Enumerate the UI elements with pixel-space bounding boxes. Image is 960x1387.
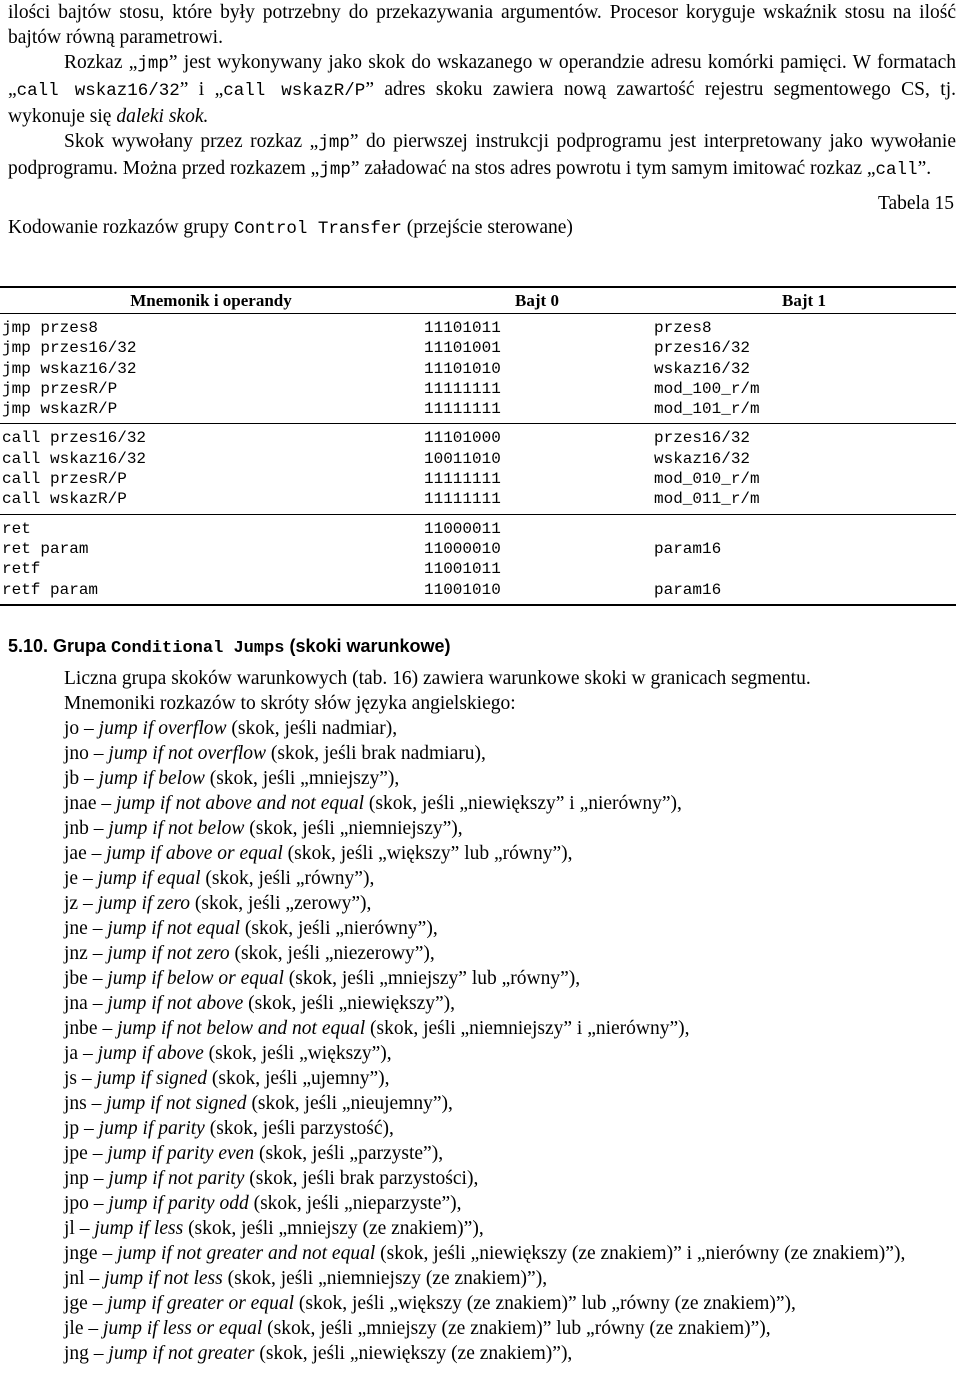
code-jmp: jmp xyxy=(318,133,350,153)
mnemonic: jnge – xyxy=(64,1243,118,1264)
list-intro-1: Liczna grupa skoków warunkowych (tab. 16) zawiera warunkowe skoki w granicach segmentu. xyxy=(64,668,811,689)
mnemonic: jpe – xyxy=(64,1143,108,1164)
polish-description: (skok, jeśli „niezerowy”), xyxy=(229,943,435,964)
mnemonic: js – xyxy=(64,1068,97,1089)
list-item xyxy=(8,716,956,741)
intro-paragraph-1: ilości bajtów stosu, które były potrzebny do przekazywania argumentów. Procesor koryguje wskaźnik stosu na ilość bajtów równą parametrowi. xyxy=(8,2,956,48)
mnemonic: jl – xyxy=(64,1218,95,1239)
mnemonic: jnbe – xyxy=(64,1018,118,1039)
text-run: Skok wywołany przez rozkaz „ xyxy=(64,131,319,152)
intro-paragraph-2 xyxy=(8,50,956,129)
text-run: Rozkaz „ xyxy=(64,52,138,73)
polish-description: (skok, jeśli „równy”), xyxy=(200,868,375,889)
list-item xyxy=(8,1016,956,1041)
intro-paragraph-3 xyxy=(8,129,956,183)
polish-description: (skok, jeśli „nieujemny”), xyxy=(246,1093,453,1114)
text-run: Kodowanie rozkazów grupy xyxy=(8,217,234,238)
english-expansion: jump if less xyxy=(94,1218,184,1239)
polish-description: (skok, jeśli „niemniejszy”), xyxy=(244,818,463,839)
english-expansion: jump if zero xyxy=(97,893,191,914)
cell-byte1: param16 param16 xyxy=(654,539,722,599)
table-title xyxy=(8,215,573,242)
english-expansion: jump if below xyxy=(98,768,205,789)
english-expansion: jump if not parity xyxy=(108,1168,245,1189)
english-expansion: jump if not less xyxy=(104,1268,223,1289)
list-item xyxy=(8,766,956,791)
mnemonic: jna – xyxy=(64,993,108,1014)
list-item xyxy=(8,1166,956,1191)
polish-description: (skok, jeśli „niewiększy” i „nierówny”), xyxy=(364,793,682,814)
polish-description: (skok, jeśli parzystość), xyxy=(204,1118,394,1139)
polish-description: (skok, jeśli „mniejszy (ze znakiem)” lub „równy (ze znakiem)”), xyxy=(262,1318,771,1339)
list-item xyxy=(8,891,956,916)
code-conditional-jumps: Conditional Jumps xyxy=(111,639,285,658)
table-row-jmp xyxy=(0,314,956,424)
list-item xyxy=(8,1091,956,1116)
cell-mnemonics: ret ret param retf retf param xyxy=(2,519,99,599)
english-expansion: jump if above or equal xyxy=(106,843,283,864)
code-control-transfer: Control Transfer xyxy=(233,219,402,239)
list-item xyxy=(8,1041,956,1066)
mnemonic: jnl – xyxy=(64,1268,105,1289)
list-item xyxy=(8,866,956,891)
polish-description: (skok, jeśli „niewiększy (ze znakiem)”), xyxy=(254,1343,573,1364)
english-expansion: jump if not above xyxy=(107,993,244,1014)
list-item xyxy=(8,1291,956,1316)
conditional-jumps-list xyxy=(8,666,956,1366)
text-run: (przejście sterowane) xyxy=(401,217,573,238)
cell-mnemonics: jmp przes8 jmp przes16/32 jmp wskaz16/32 jmp przesR/P jmp wskazR/P xyxy=(0,314,422,424)
mnemonic: jle – xyxy=(64,1318,103,1339)
mnemonic: jnz – xyxy=(64,943,108,964)
list-item xyxy=(8,966,956,991)
english-expansion: jump if parity odd xyxy=(108,1193,249,1214)
polish-description: (skok, jeśli „mniejszy”), xyxy=(204,768,400,789)
polish-description: (skok, jeśli „niewiększy”), xyxy=(243,993,456,1014)
cell-byte0: 11101011 11101001 11101010 11111111 11111111 xyxy=(422,314,652,424)
polish-description: (skok, jeśli „zerowy”), xyxy=(190,893,372,914)
english-expansion: jump if not greater xyxy=(108,1343,255,1364)
cell-byte0: 11000011 11000010 11001011 11001010 xyxy=(424,519,501,599)
table-row-ret xyxy=(0,514,956,605)
text-run: ”. xyxy=(917,158,932,179)
list-item xyxy=(8,991,956,1016)
polish-description: (skok, jeśli „mniejszy (ze znakiem)”), xyxy=(183,1218,484,1239)
polish-description: (skok, jeśli „większy”), xyxy=(203,1043,392,1064)
polish-description: (skok, jeśli brak nadmiaru), xyxy=(266,743,486,764)
mnemonic: ja – xyxy=(64,1043,98,1064)
table-caption xyxy=(8,185,956,245)
code-jmp: jmp xyxy=(137,54,169,74)
polish-description: (skok, jeśli „większy” lub „równy”), xyxy=(282,843,573,864)
mnemonic: jae – xyxy=(64,843,107,864)
mnemonic-items xyxy=(8,716,956,1366)
mnemonic: jo – xyxy=(64,718,99,739)
list-item xyxy=(8,841,956,866)
header-mnemonic: Mnemonik i operandy xyxy=(0,287,422,314)
code-call-wskaz: call wskaz16/32 xyxy=(16,81,180,101)
text-run: ” i „ xyxy=(179,79,224,100)
mnemonic: jbe – xyxy=(64,968,108,989)
english-expansion: jump if signed xyxy=(96,1068,208,1089)
mnemonic: jns – xyxy=(64,1093,107,1114)
list-item xyxy=(8,1141,956,1166)
mnemonic: jnp – xyxy=(64,1168,109,1189)
list-item xyxy=(8,1216,956,1241)
english-expansion: jump if not above and not equal xyxy=(115,793,365,814)
list-item xyxy=(8,941,956,966)
code-call-wskazrp: call wskazR/P xyxy=(223,81,366,101)
polish-description: (skok, jeśli „ujemny”), xyxy=(207,1068,390,1089)
list-item xyxy=(8,791,956,816)
mnemonic: jng – xyxy=(64,1343,109,1364)
list-item xyxy=(8,916,956,941)
english-expansion: jump if not greater and not equal xyxy=(117,1243,376,1264)
mnemonic: jp – xyxy=(64,1118,99,1139)
english-expansion: jump if not signed xyxy=(106,1093,247,1114)
mnemonic: jno – xyxy=(64,743,109,764)
polish-description: (skok, jeśli „niemniejszy (ze znakiem)”), xyxy=(222,1268,548,1289)
english-expansion: jump if parity even xyxy=(107,1143,255,1164)
cell-byte0: 11101000 10011010 11111111 11111111 xyxy=(422,424,652,514)
list-intro-2: Mnemoniki rozkazów to skróty słów języka angielskiego: xyxy=(64,693,516,714)
list-item xyxy=(8,1066,956,1091)
english-expansion: jump if overflow xyxy=(98,718,227,739)
polish-description: (skok, jeśli brak parzystości), xyxy=(244,1168,479,1189)
mnemonic: jne – xyxy=(64,918,108,939)
list-item xyxy=(8,1191,956,1216)
mnemonic: jge – xyxy=(64,1293,108,1314)
english-expansion: jump if not equal xyxy=(107,918,241,939)
list-item xyxy=(8,1116,956,1141)
polish-description: (skok, jeśli nadmiar), xyxy=(226,718,398,739)
text-run: ” do pierwszej instrukcji podprogramu jest interpretowany jako wywołanie podprogramu. Można przed rozkazem „ xyxy=(8,131,957,179)
mnemonic: jnb – xyxy=(64,818,109,839)
list-item xyxy=(8,1316,956,1341)
list-item xyxy=(8,1341,956,1366)
polish-description: (skok, jeśli „parzyste”), xyxy=(254,1143,444,1164)
english-expansion: jump if not below xyxy=(108,818,245,839)
polish-description: (skok, jeśli „niemniejszy” i „nierówny”), xyxy=(365,1018,690,1039)
english-expansion: jump if below or equal xyxy=(107,968,284,989)
mnemonic: je – xyxy=(64,868,98,889)
polish-description: (skok, jeśli „większy (ze znakiem)” lub „równy (ze znakiem)”), xyxy=(294,1293,796,1314)
emphasis-daleki-skok: daleki skok. xyxy=(116,106,209,127)
list-item xyxy=(8,741,956,766)
header-byte0: Bajt 0 xyxy=(422,287,652,314)
text-run: ” załadować na stos adres powrotu i tym samym imitować rozkaz „ xyxy=(350,158,876,179)
cell-mnemonics: call przes16/32 call wskaz16/32 call przesR/P call wskazR/P xyxy=(0,424,422,514)
english-expansion: jump if not below and not equal xyxy=(117,1018,366,1039)
english-expansion: jump if equal xyxy=(97,868,201,889)
english-expansion: jump if not overflow xyxy=(108,743,267,764)
code-call: call xyxy=(875,160,918,180)
english-expansion: jump if not zero xyxy=(107,943,230,964)
section-number: 5.10. Grupa xyxy=(8,636,112,656)
english-expansion: jump if parity xyxy=(98,1118,205,1139)
english-expansion: jump if less or equal xyxy=(103,1318,263,1339)
mnemonic: jpo – xyxy=(64,1193,109,1214)
mnemonic: jnae – xyxy=(64,793,116,814)
english-expansion: jump if above xyxy=(97,1043,204,1064)
header-byte1: Bajt 1 xyxy=(652,287,956,314)
table-row-call xyxy=(0,424,956,514)
cell-byte1: przes16/32 wskaz16/32 mod_010_r/m mod_011_r/m xyxy=(652,424,956,514)
list-item xyxy=(8,1266,956,1291)
table-header-row xyxy=(0,287,956,314)
polish-description: (skok, jeśli „mniejszy” lub „równy”), xyxy=(283,968,581,989)
mnemonic: jb – xyxy=(64,768,99,789)
polish-description: (skok, jeśli „nieparzyste”), xyxy=(248,1193,462,1214)
list-item xyxy=(8,1241,956,1266)
english-expansion: jump if greater or equal xyxy=(107,1293,295,1314)
polish-description: (skok, jeśli „nierówny”), xyxy=(240,918,438,939)
cell-byte1: przes8 przes16/32 wskaz16/32 mod_100_r/m mod_101_r/m xyxy=(652,314,956,424)
table-number: Tabela 15 xyxy=(877,193,954,214)
section-heading xyxy=(8,634,451,661)
polish-description: (skok, jeśli „niewiększy (ze znakiem)” i „nierówny (ze znakiem)”), xyxy=(375,1243,906,1264)
page-content xyxy=(8,0,956,245)
text-run: ” jest wykonywany jako skok do wskazanego w operandzie adresu komórki pamięci. W formatach „ xyxy=(8,52,956,100)
list-item xyxy=(8,816,956,841)
control-transfer-table xyxy=(0,286,956,606)
text-run: (skoki warunkowe) xyxy=(284,636,451,656)
mnemonic: jz – xyxy=(64,893,98,914)
text-run: ” adres skoku zawiera nową zawartość rejestru segmentowego CS, tj. wykonuje się xyxy=(8,79,956,127)
code-jmp: jmp xyxy=(319,160,351,180)
